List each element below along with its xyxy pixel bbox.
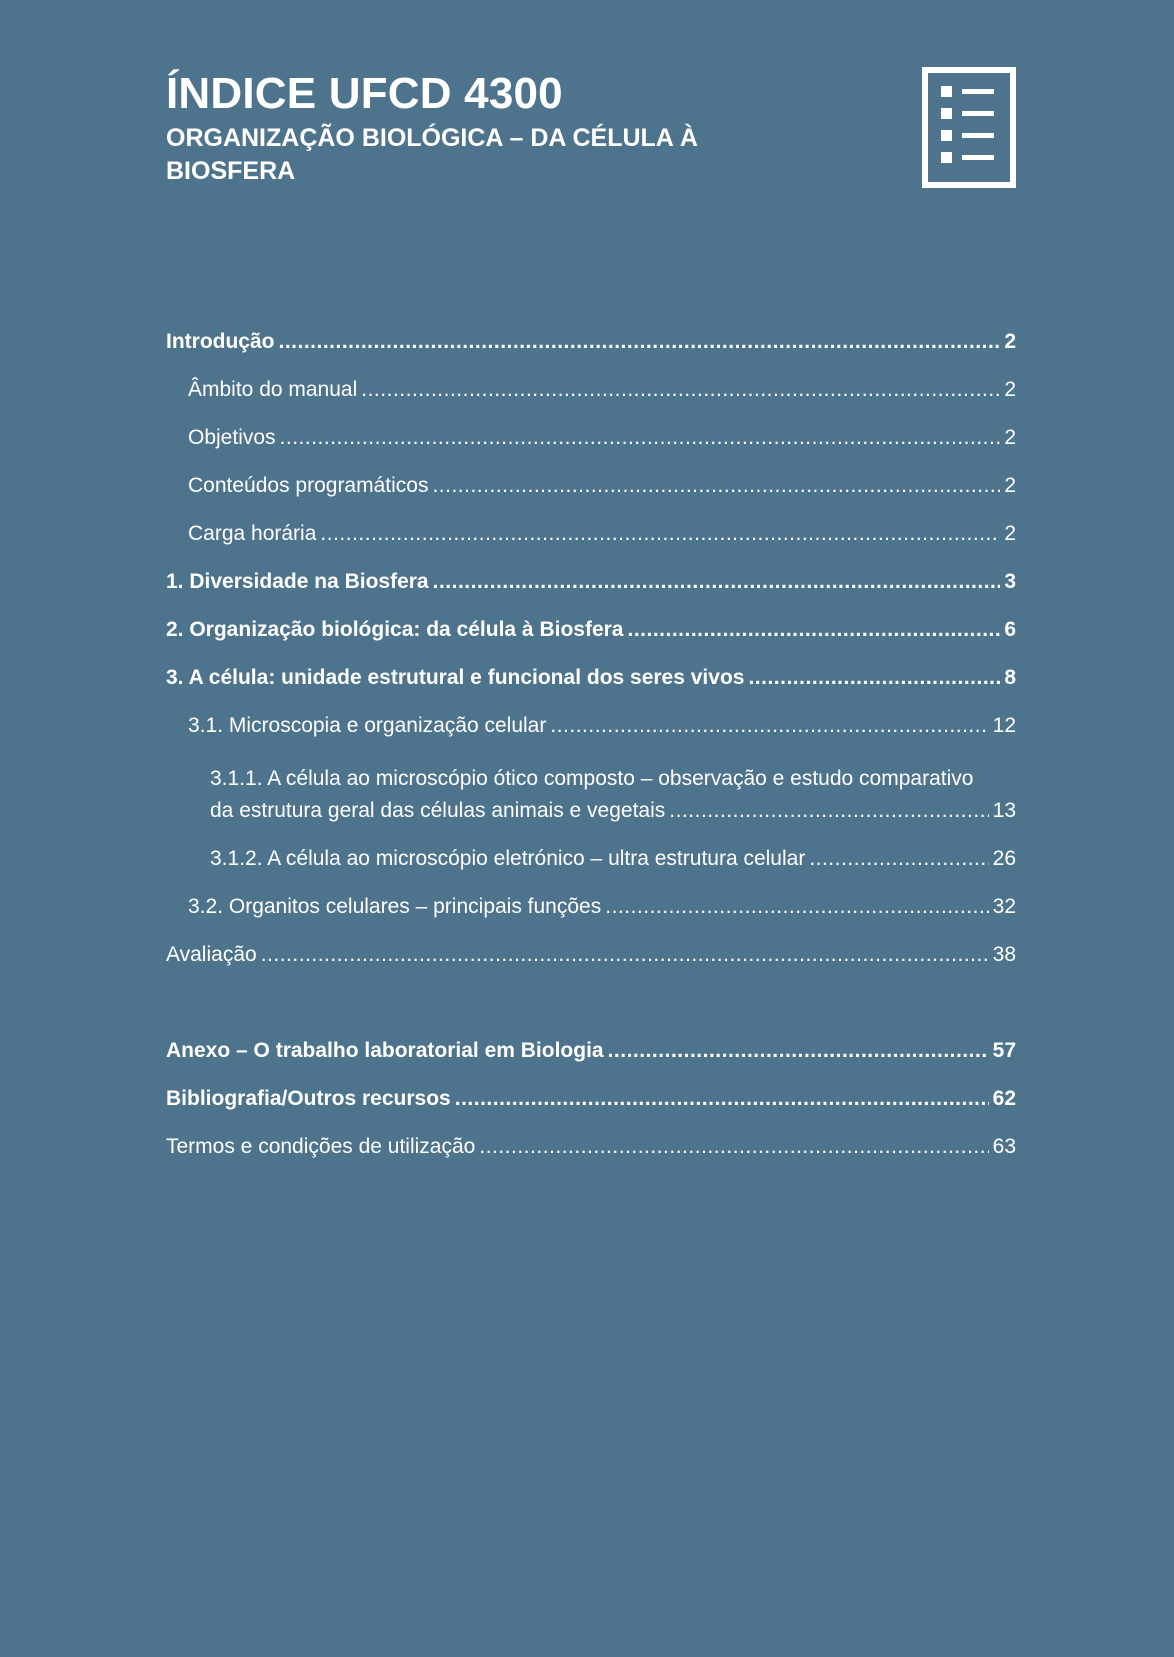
toc-dot-leader: [608, 1037, 989, 1065]
toc-dot-leader: [809, 845, 988, 873]
toc-entry-label: 3.2. Organitos celulares – principais funções: [188, 895, 602, 918]
toc-dot-leader: [550, 712, 988, 740]
toc-entry-label: Bibliografia/Outros recursos: [166, 1087, 451, 1110]
toc-entry-label: Âmbito do manual: [188, 378, 358, 401]
toc-entry-microscopia[interactable]: [166, 712, 1016, 740]
toc-entry-celula[interactable]: [166, 664, 1016, 692]
toc-entry-termos[interactable]: [166, 1133, 1016, 1161]
toc-entry-page: 26: [992, 847, 1016, 870]
toc-entry-label: Objetivos: [188, 426, 276, 449]
toc-dot-leader: [748, 664, 1000, 692]
toc-entry-page: 57: [992, 1039, 1016, 1062]
toc-entry-objetivos[interactable]: [166, 424, 1016, 452]
toc-entry-ambito[interactable]: [166, 376, 1016, 404]
table-of-contents: [166, 328, 1016, 1181]
toc-entry-page: 2: [1004, 378, 1016, 401]
toc-entry-microscopio-otico[interactable]: [166, 760, 1016, 825]
toc-entry-anexo[interactable]: [166, 1037, 1016, 1065]
toc-entry-label: 2. Organização biológica: da célula à Biosfera: [166, 618, 624, 641]
page-subtitle: ORGANIZAÇÃO BIOLÓGICA – DA CÉLULA À BIOSFERA: [166, 124, 698, 185]
toc-entry-label: Introdução: [166, 330, 275, 353]
toc-entry-label: 3. A célula: unidade estrutural e funcional dos seres vivos: [166, 666, 745, 689]
toc-entry-microscopio-eletronico[interactable]: [166, 845, 1016, 873]
toc-dot-leader: [261, 941, 989, 969]
toc-entry-line2: [210, 797, 1016, 825]
toc-entry-label: Conteúdos programáticos: [188, 474, 429, 497]
toc-entry-conteudos[interactable]: [166, 472, 1016, 500]
toc-dot-leader: [455, 1085, 989, 1113]
toc-dot-leader: [432, 472, 1000, 500]
toc-entry-label: Carga horária: [188, 522, 317, 545]
toc-entry-diversidade[interactable]: [166, 568, 1016, 596]
toc-entry-label: 3.1.2. A célula ao microscópio eletrónico – ultra estrutura celular: [210, 847, 806, 870]
list-document-icon: [922, 67, 1016, 188]
toc-spacer: [166, 989, 1016, 1037]
toc-entry-organizacao[interactable]: [166, 616, 1016, 644]
page-title: ÍNDICE UFCD 4300: [166, 69, 563, 118]
toc-entry-carga-horaria[interactable]: [166, 520, 1016, 548]
toc-entry-page: 3: [1004, 570, 1016, 593]
toc-entry-organitos[interactable]: [166, 893, 1016, 921]
toc-entry-introducao[interactable]: [166, 328, 1016, 356]
toc-entry-bibliografia[interactable]: [166, 1085, 1016, 1113]
toc-entry-label: Anexo – O trabalho laboratorial em Biologia: [166, 1039, 604, 1062]
toc-entry-page: 63: [992, 1135, 1016, 1158]
toc-entry-label-line2: da estrutura geral das células animais e vegetais: [210, 799, 666, 822]
toc-entry-page: 32: [992, 895, 1016, 918]
toc-dot-leader: [279, 328, 1001, 356]
toc-entry-page: 2: [1004, 522, 1016, 545]
toc-entry-page: 6: [1004, 618, 1016, 641]
toc-entry-page: 12: [992, 714, 1016, 737]
toc-entry-page: 38: [992, 943, 1016, 966]
toc-entry-label: 1. Diversidade na Biosfera: [166, 570, 429, 593]
header: [166, 66, 886, 188]
toc-dot-leader: [669, 797, 988, 825]
toc-dot-leader: [479, 1133, 988, 1161]
toc-entry-avaliacao[interactable]: [166, 941, 1016, 969]
toc-dot-leader: [280, 424, 1001, 452]
toc-entry-label-line1: 3.1.1. A célula ao microscópio ótico composto – observação e estudo comparativo: [210, 767, 974, 790]
toc-dot-leader: [361, 376, 1000, 404]
toc-entry-page: 13: [992, 799, 1016, 822]
toc-entry-page: 2: [1004, 426, 1016, 449]
toc-dot-leader: [433, 568, 1001, 596]
toc-entry-page: 62: [992, 1087, 1016, 1110]
toc-dot-leader: [320, 520, 1000, 548]
toc-entry-label: Termos e condições de utilização: [166, 1135, 476, 1158]
toc-dot-leader: [605, 893, 988, 921]
toc-entry-page: 8: [1004, 666, 1016, 689]
toc-entry-label: Avaliação: [166, 943, 257, 966]
toc-dot-leader: [627, 616, 1000, 644]
toc-entry-page: 2: [1004, 474, 1016, 497]
toc-entry-label: 3.1. Microscopia e organização celular: [188, 714, 547, 737]
toc-entry-page: 2: [1004, 330, 1016, 353]
